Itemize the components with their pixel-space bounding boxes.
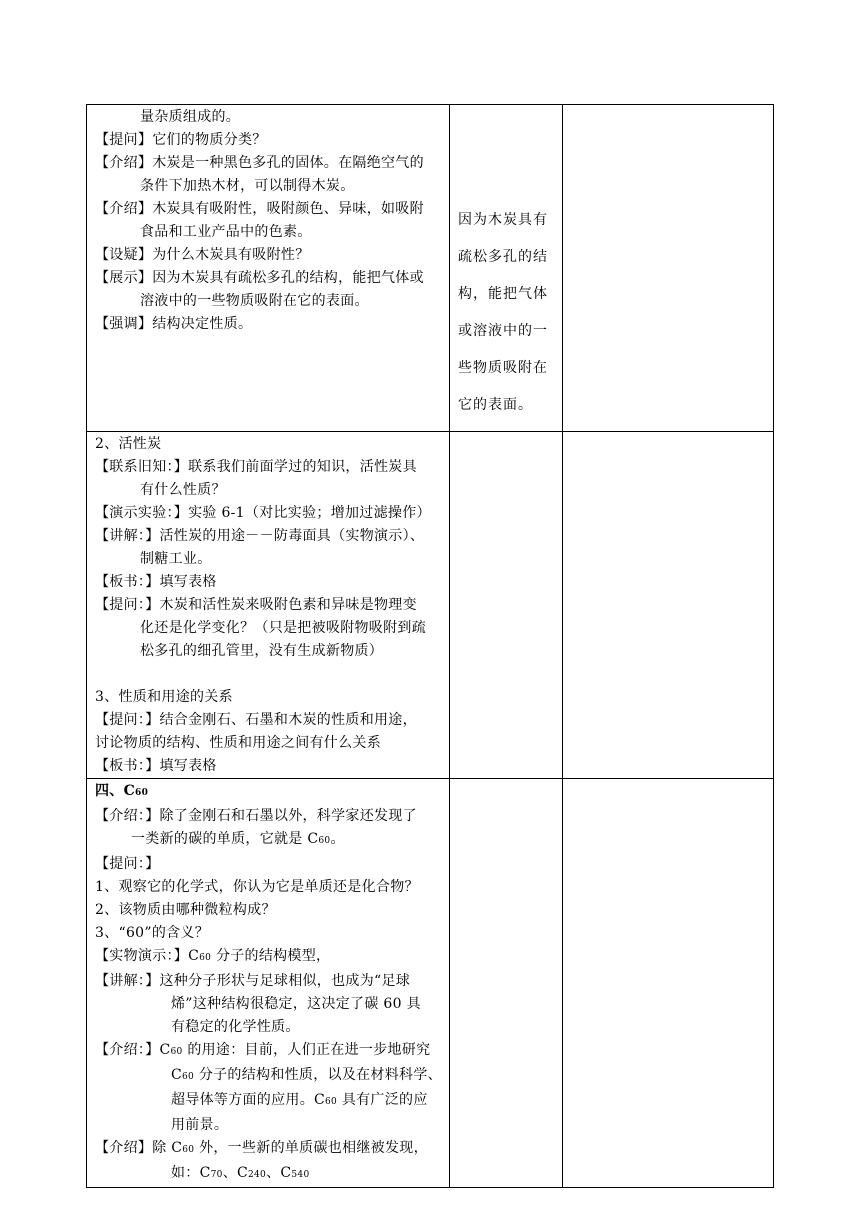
text-line: 【板书：】填写表格 [95, 574, 217, 590]
lesson-table [86, 104, 774, 1188]
text-line: 【讲解：】活性炭的用途－－防毒面具（实物演示）、 [95, 528, 425, 544]
text-line: 讨论物质的结构、性质和用途之间有什么关系 [95, 735, 381, 751]
text-line: 【提问】它们的物质分类？ [95, 132, 267, 148]
text-line: 一类新的碳的单质，它就是 C60。 [131, 831, 345, 847]
note-line: 或溶液中的一 [458, 323, 548, 339]
text-line: 1、观察它的化学式，你认为它是单质还是化合物？ [95, 879, 419, 895]
student-activity-cell [450, 432, 563, 779]
design-intent-cell [563, 779, 774, 1188]
text-line: 【演示实验：】实验 6-1（对比实验；增加过滤操作） [95, 505, 431, 521]
text-line: 量杂质组成的。 [140, 109, 241, 125]
text-line: 制糖工业。 [140, 551, 212, 567]
text-line: 用前景。 [171, 1117, 229, 1133]
text-line: 化还是化学变化？（只是把被吸附物吸附到疏 [140, 620, 426, 636]
table-row [87, 105, 774, 432]
text-line: 3、“60”的含义？ [95, 925, 210, 941]
text-line: 食品和工业产品中的色素。 [140, 224, 312, 240]
table-row [87, 432, 774, 779]
text-line: 松多孔的细孔管里，没有生成新物质） [140, 643, 384, 659]
activity-cell [87, 432, 450, 779]
text-line: 烯”这种结构很稳定，这决定了碳 60 具 [171, 996, 421, 1012]
text-line: 3、性质和用途的关系 [95, 689, 233, 705]
note-line: 构，能把气体 [458, 286, 548, 302]
text-line: 【展示】因为木炭具有疏松多孔的结构，能把气体或 [95, 270, 424, 286]
text-line: 【设疑】为什么木炭具有吸附性？ [95, 247, 310, 263]
text-line: C60 分子的结构和性质，以及在材料科学、 [171, 1067, 442, 1083]
note-line: 疏松多孔的结 [458, 249, 548, 265]
text-line: 有什么性质？ [140, 482, 226, 498]
text-line: 【实物演示：】C60 分子的结构模型， [95, 948, 331, 964]
note-line: 因为木炭具有 [458, 212, 548, 228]
text-line: 【强调】结构决定性质。 [95, 316, 253, 332]
student-activity-cell [450, 105, 563, 432]
text-line: 【联系旧知：】联系我们前面学过的知识，活性炭具 [95, 459, 417, 475]
student-activity-cell [450, 779, 563, 1188]
design-intent-cell [563, 105, 774, 432]
table-row [87, 779, 774, 1188]
text-line: 如：C70、C240、C540 [171, 1165, 310, 1181]
text-line: 【介绍：】C60 的用途：目前，人们正在进一步地研究 [95, 1042, 431, 1058]
text-line: 2、活性炭 [95, 436, 162, 452]
text-line: 【介绍：】除了金刚石和石墨以外，科学家还发现了 [95, 808, 417, 824]
text-line: 2、该物质由哪种微粒构成？ [95, 902, 276, 918]
text-line: 【介绍】木炭具有吸附性，吸附颜色、异味，如吸附 [95, 201, 424, 217]
text-line: 【介绍】除 C60 外，一些新的单质碳也相继被发现， [95, 1140, 428, 1156]
text-line: 溶液中的一些物质吸附在它的表面。 [140, 293, 369, 309]
note-line: 些物质吸附在 [458, 360, 548, 376]
text-line: 【提问：】结合金刚石、石墨和木炭的性质和用途， [95, 712, 417, 728]
text-line: 【介绍】木炭是一种黑色多孔的固体。在隔绝空气的 [95, 155, 424, 171]
note-line: 它的表面。 [458, 397, 533, 413]
text-line: 超导体等方面的应用。C60 具有广泛的应 [171, 1092, 428, 1108]
text-line: 有稳定的化学性质。 [171, 1019, 300, 1035]
section-heading: 四、C60 [95, 783, 149, 799]
activity-cell [87, 779, 450, 1188]
text-line: 【提问：】木炭和活性炭来吸附色素和异味是物理变 [95, 597, 417, 613]
text-line: 【讲解：】这种分子形状与足球相似，也成为“足球 [95, 973, 411, 989]
text-line: 【提问：】 [95, 856, 160, 872]
design-intent-cell [563, 432, 774, 779]
blank-line [87, 663, 449, 686]
activity-cell [87, 105, 450, 432]
text-line: 【板书：】填写表格 [95, 758, 217, 774]
text-line: 条件下加热木材，可以制得木炭。 [140, 178, 355, 194]
